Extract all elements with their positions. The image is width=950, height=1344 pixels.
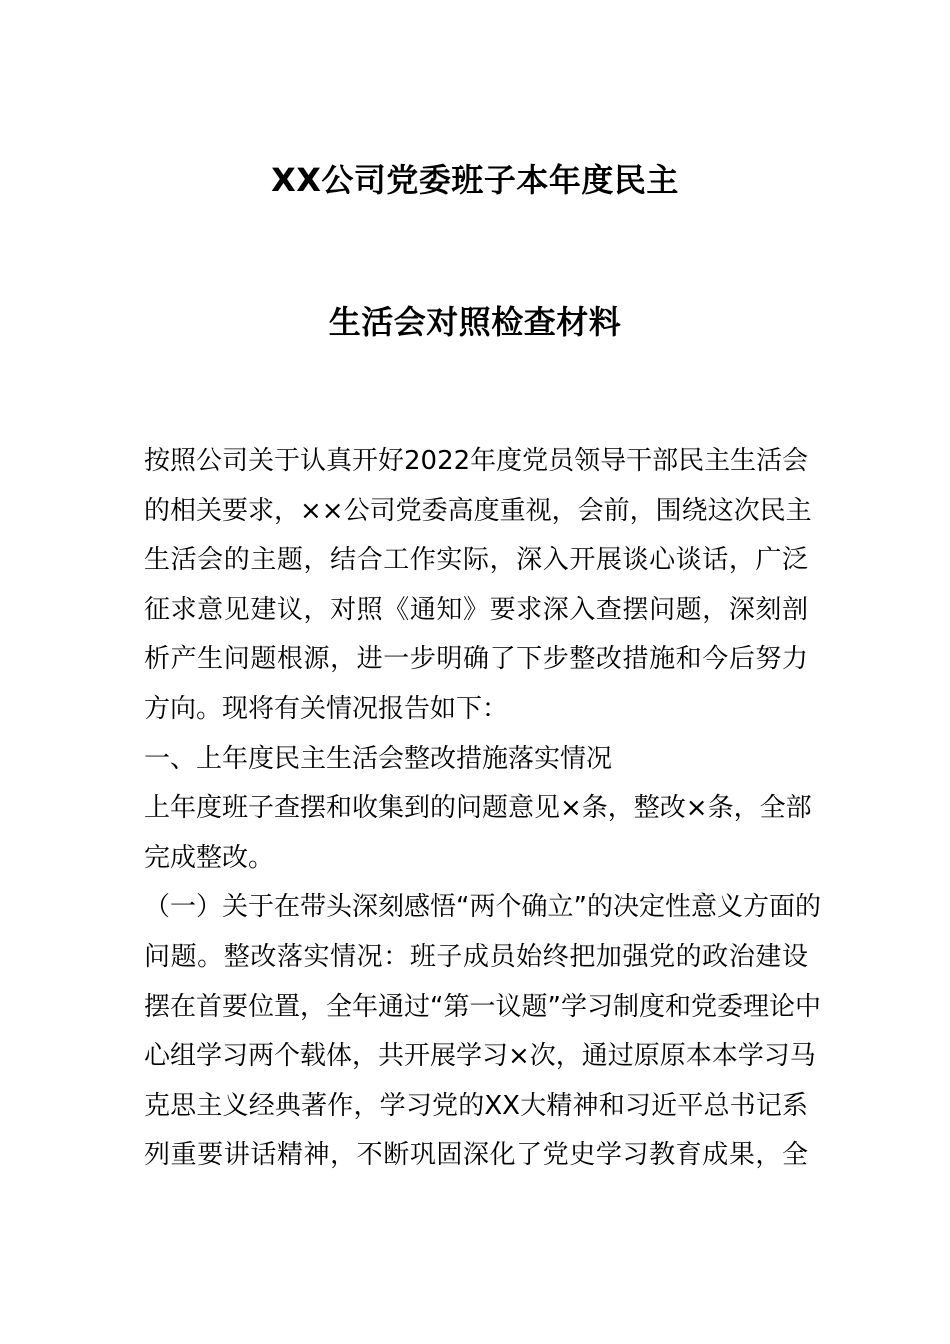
body-line: 心组学习两个载体，共开展学习×次，通过原原本本学习马 bbox=[144, 1041, 816, 1072]
body-line: 摆在首要位置，全年通过“第一议题”学习制度和党委理论中 bbox=[144, 991, 821, 1022]
body-line: 完成整改。 bbox=[144, 842, 275, 873]
body-line: 按照公司关于认真开好2022年度党员领导干部民主生活会 bbox=[144, 446, 809, 476]
body-line: 克思主义经典著作，学习党的XX大精神和习近平总书记系 bbox=[144, 1090, 808, 1121]
body-line: 列重要讲话精神，不断巩固深化了党史学习教育成果，全 bbox=[144, 1140, 808, 1171]
body-line: 问题。整改落实情况：班子成员始终把加强党的政治建设 bbox=[144, 941, 808, 972]
body-line: 上年度班子查摆和收集到的问题意见×条，整改×条，全部 bbox=[144, 793, 812, 824]
body-line: 析产生问题根源，进一步明确了下步整改措施和今后努力 bbox=[144, 644, 808, 675]
body-line: 生活会的主题，结合工作实际，深入开展谈心谈话，广泛 bbox=[144, 545, 808, 576]
body-line: 征求意见建议，对照《通知》要求深入查摆问题，深刻剖 bbox=[144, 594, 808, 625]
body-line: 方向。现将有关情况报告如下： bbox=[144, 693, 509, 724]
body-line: 的相关要求，××公司党委高度重视，会前，围绕这次民主 bbox=[144, 495, 812, 526]
subsection-heading: （一）关于在带头深刻感悟“两个确立”的决定性意义方面的 bbox=[144, 892, 821, 923]
document-title-line-2: 生活会对照检查材料 bbox=[328, 303, 622, 341]
section-heading: 一、上年度民主生活会整改措施落实情况 bbox=[144, 743, 613, 774]
document-body bbox=[144, 437, 821, 1181]
document-title-line-1: XX公司党委班子本年度民主 bbox=[271, 161, 679, 199]
